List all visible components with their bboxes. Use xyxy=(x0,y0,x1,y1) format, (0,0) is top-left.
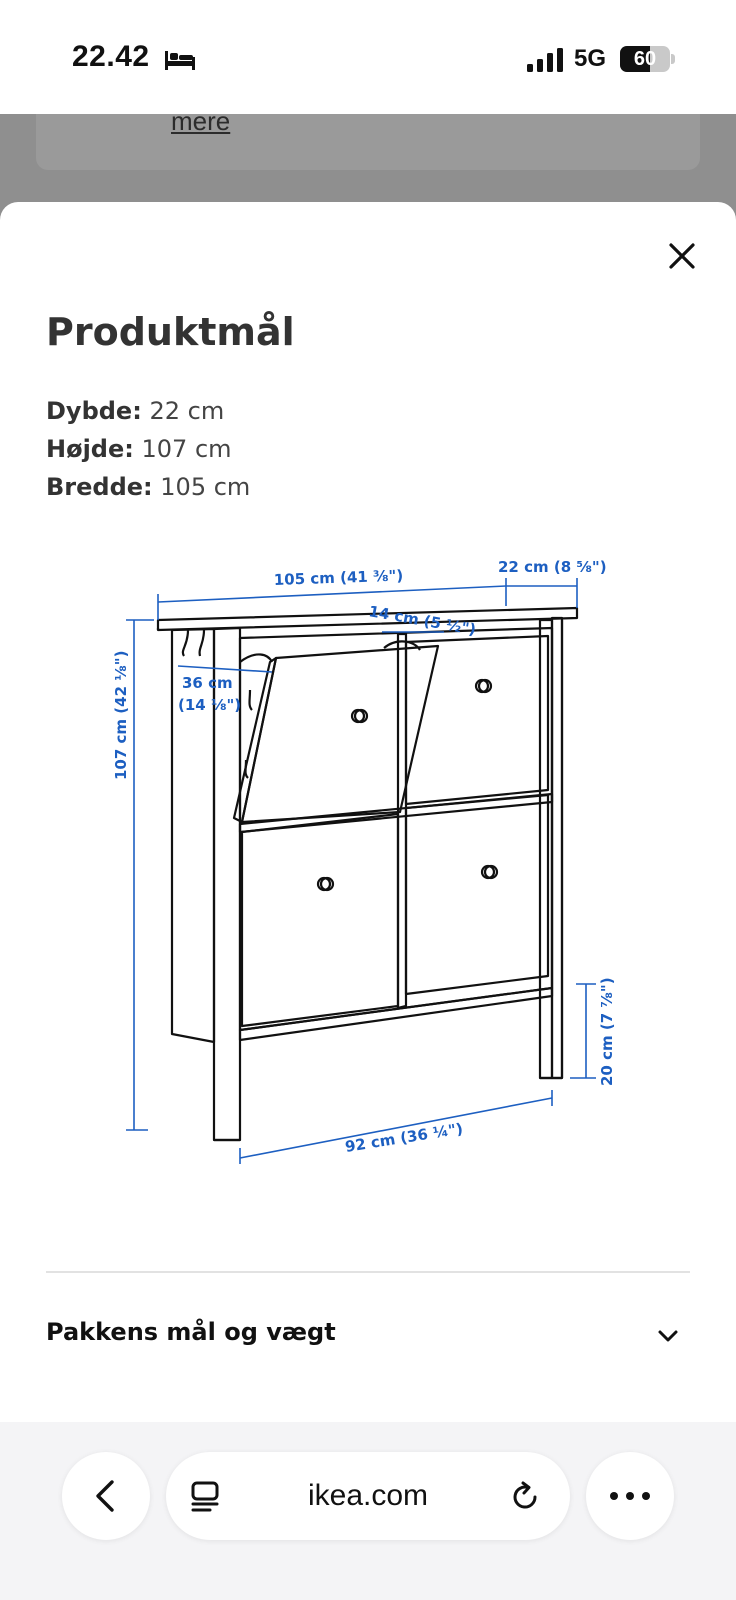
network-label: 5G xyxy=(574,45,607,72)
battery-level: 60 xyxy=(633,48,657,70)
dim-width-top: 105 cm (41 ⅜") xyxy=(273,566,404,589)
battery-icon xyxy=(620,46,670,72)
more-button[interactable] xyxy=(586,1452,674,1540)
spec-height-value: 107 cm xyxy=(141,435,232,463)
spec-width-value: 105 cm xyxy=(160,473,251,501)
spec-height-label: Højde: xyxy=(46,435,134,463)
back-icon xyxy=(92,1478,120,1514)
status-time: 22.42 xyxy=(72,40,150,73)
reload-icon[interactable] xyxy=(508,1480,542,1514)
back-button[interactable] xyxy=(62,1452,150,1540)
spec-width-label: Bredde: xyxy=(46,473,153,501)
sheet-title: Produktmål xyxy=(46,310,295,354)
divider xyxy=(46,1271,690,1273)
accordion-label: Pakkens mål og vægt xyxy=(46,1318,336,1346)
close-icon[interactable] xyxy=(662,236,702,276)
product-dimensions-sheet xyxy=(0,202,736,1422)
spec-depth xyxy=(46,397,224,425)
read-more-link[interactable]: mere xyxy=(171,106,231,136)
dim-depth: 22 cm (8 ⅝") xyxy=(498,558,607,576)
dim-inner-depth-cm: 36 cm xyxy=(182,674,233,692)
dim-leg-height: 20 cm (7 ⅞") xyxy=(598,977,616,1086)
package-dimensions-accordion[interactable] xyxy=(46,1310,690,1360)
url-bar[interactable] xyxy=(166,1452,570,1540)
spec-depth-label: Dybde: xyxy=(46,397,142,425)
product-dimension-drawing xyxy=(100,550,700,1190)
dim-width-bottom: 92 cm (36 ¼") xyxy=(343,1119,465,1156)
dim-door-depth: 14 cm (5 ½") xyxy=(367,602,478,639)
spec-width xyxy=(46,473,250,501)
status-bar xyxy=(0,0,736,114)
more-icon xyxy=(608,1490,652,1502)
chevron-down-icon xyxy=(656,1324,680,1348)
battery-cap xyxy=(671,54,675,64)
dim-height: 107 cm (42 ⅛") xyxy=(112,650,130,780)
signal-icon xyxy=(527,48,563,72)
dim-inner-depth-in: (14 ⅛") xyxy=(178,696,242,714)
url-text: ikea.com xyxy=(307,1479,429,1512)
backdrop-card xyxy=(36,106,700,170)
spec-depth-value: 22 cm xyxy=(149,397,225,425)
spec-height xyxy=(46,435,232,463)
browser-toolbar xyxy=(0,1422,736,1600)
bed-icon xyxy=(164,49,196,71)
